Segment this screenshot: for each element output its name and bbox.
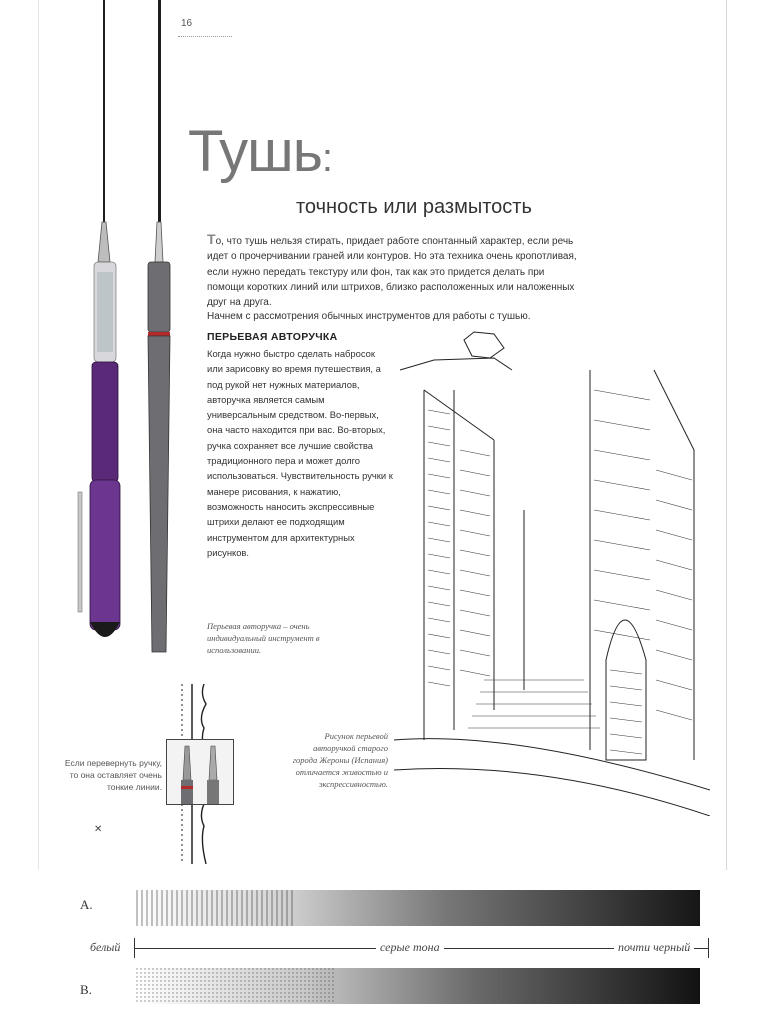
flip-caption: Если перевернуть ручку, то она оставляет очень тонкие линии.	[64, 758, 162, 792]
street-sketch-illustration	[394, 330, 710, 816]
page-number: 16	[181, 18, 193, 29]
scribble-mark: ✕	[94, 824, 103, 835]
chapter-title-colon: :	[321, 136, 333, 180]
chapter-title	[188, 118, 332, 185]
pen-flip-drawing	[167, 740, 233, 804]
pen-cord-right	[158, 0, 161, 230]
scale-label-black: почти черный	[614, 940, 694, 955]
drop-cap: Т	[207, 231, 216, 247]
intro-second-line: Начнем с рассмотрения обычных инструментов для работы с тушью.	[207, 311, 531, 322]
scale-label-white: белый	[86, 940, 124, 955]
hatching-tone-bar	[136, 890, 700, 926]
pen-flip-photo	[166, 739, 234, 805]
page-number-underline	[178, 36, 232, 37]
pen-caption: Перьевая авторучка – очень индивидуальный инструмент в использовании.	[207, 621, 320, 655]
section-body: Когда нужно быстро сделать набросок или зарисовку во время путешествия, а под рукой нет нужных материалов, авторучка является самым универсальным средством. Во-первых, она часто находится при вас. Во-вторых, ручка сохраняет все лучшие свойства традиционного пера и может долго использоваться. Чувствительность ручки к манере рисования, к нажатию, возможность наносить экспрессивные штрихи делают ее подходящим инструментом для архитектурных рисунков.	[207, 348, 393, 558]
sketch-caption: Рисунок перьевой авторучкой старого города Жероны (Испания) отличается живостью и экспрессивностью.	[292, 731, 388, 789]
intro-text: о, что тушь нельзя стирать, придает работе спонтанный характер, если речь идет о прочерчивании граней или контуров. Но эта техника очень кропотливая, если нужно передать текстуру или фон, так как это придется делать при помощи коротких линий или штрихов, близко расположенных или наложенных друг на друга.	[207, 236, 577, 309]
tone-row-a-label: A.	[80, 897, 93, 912]
chapter-subtitle: точность или размытость	[296, 196, 532, 218]
stipple-tone-bar	[136, 968, 700, 1004]
fountain-pens-illustration	[64, 212, 184, 662]
tone-row-b-label: B.	[80, 982, 92, 997]
pen-cord-left	[103, 0, 105, 225]
intro-paragraph	[207, 232, 577, 310]
scale-tick-right	[708, 938, 709, 958]
chapter-title-main: Тушь	[188, 119, 322, 184]
scale-label-gray: серые тона	[376, 940, 444, 955]
section-heading: ПЕРЬЕВАЯ АВТОРУЧКА	[207, 331, 338, 343]
